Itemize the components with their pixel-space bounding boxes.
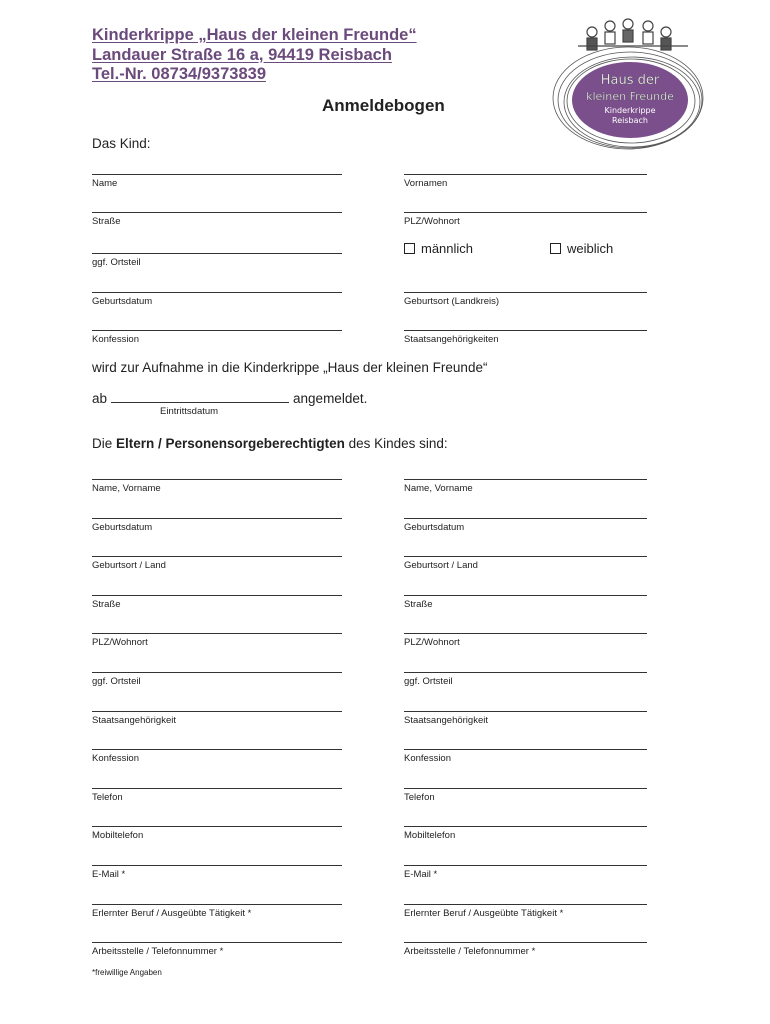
field-label: Geburtsort / Land <box>92 560 166 571</box>
logo-text-3: Kinderkrippe <box>604 106 656 115</box>
admission-sentence: wird zur Aufnahme in die Kinderkrippe „Haus der kleinen Freunde“ <box>92 360 488 375</box>
entry-date-input[interactable] <box>111 390 289 403</box>
male-checkbox[interactable] <box>404 241 473 256</box>
field-label: Geburtsdatum <box>92 296 153 307</box>
field-label: Straße <box>404 599 433 610</box>
kindergarten-phone: Tel.-Nr. 08734/9373839 <box>92 65 266 83</box>
parent1-field[interactable] <box>92 633 342 648</box>
child-vornamen-field[interactable] <box>404 174 647 189</box>
input-line[interactable] <box>404 865 647 866</box>
parent1-field[interactable] <box>92 595 342 610</box>
child-ortsteil-field[interactable] <box>92 253 342 268</box>
child-plz-field[interactable] <box>404 212 647 227</box>
field-label: PLZ/Wohnort <box>404 637 460 648</box>
input-line[interactable] <box>404 826 647 827</box>
input-line[interactable] <box>92 556 342 557</box>
kindergarten-address <box>92 26 417 85</box>
entry-date-label: Eintrittsdatum <box>160 406 219 417</box>
input-line[interactable] <box>404 749 647 750</box>
child-birthdate-field[interactable] <box>92 292 342 307</box>
parent2-field[interactable] <box>404 633 647 648</box>
input-line[interactable] <box>404 942 647 943</box>
field-label: ggf. Ortsteil <box>404 676 453 687</box>
input-line[interactable] <box>404 212 647 213</box>
field-label: Staatsangehörigkeit <box>92 715 176 726</box>
form-title: Anmeldebogen <box>322 96 445 115</box>
field-label: Telefon <box>92 792 123 803</box>
parent2-field[interactable] <box>404 942 647 957</box>
field-label: Mobiltelefon <box>404 830 456 841</box>
parent2-field[interactable] <box>404 749 647 764</box>
kindergarten-street: Landauer Straße 16 a, 94419 Reisbach <box>92 45 392 64</box>
angemeldet-label: angemeldet. <box>293 391 368 406</box>
field-label: Geburtsort (Landkreis) <box>404 296 500 307</box>
parent1-field[interactable] <box>92 556 342 571</box>
checkbox-square-icon[interactable] <box>550 243 561 254</box>
parent2-field[interactable] <box>404 826 647 841</box>
logo-text-2: kleinen Freunde <box>586 90 674 103</box>
input-line[interactable] <box>92 174 342 175</box>
parent1-field[interactable] <box>92 672 342 687</box>
female-checkbox[interactable] <box>550 241 613 256</box>
input-line[interactable] <box>404 788 647 789</box>
field-label: Arbeitsstelle / Telefonnummer * <box>92 946 224 957</box>
parent1-field[interactable] <box>92 749 342 764</box>
admission-date-line <box>92 390 367 406</box>
input-line[interactable] <box>404 904 647 905</box>
parent2-field[interactable] <box>404 479 647 494</box>
heading-bold: Eltern / Personensorgeberechtigten <box>116 436 345 451</box>
input-line[interactable] <box>404 633 647 634</box>
parent2-field[interactable] <box>404 556 647 571</box>
input-line[interactable] <box>92 253 342 254</box>
field-label: Arbeitsstelle / Telefonnummer * <box>404 946 536 957</box>
field-label: ggf. Ortsteil <box>92 257 141 268</box>
field-label: PLZ/Wohnort <box>92 637 148 648</box>
input-line[interactable] <box>92 595 342 596</box>
field-label: Vornamen <box>404 178 448 189</box>
field-label: Telefon <box>404 792 435 803</box>
parent1-field[interactable] <box>92 518 342 533</box>
input-line[interactable] <box>92 826 342 827</box>
field-label: Konfession <box>92 753 140 764</box>
input-line[interactable] <box>92 672 342 673</box>
field-label: Name, Vorname <box>404 483 473 494</box>
input-line[interactable] <box>92 788 342 789</box>
input-line[interactable] <box>404 595 647 596</box>
parent2-field[interactable] <box>404 595 647 610</box>
field-label: E-Mail * <box>404 869 438 880</box>
child-nationality-field[interactable] <box>404 330 647 345</box>
field-label: Konfession <box>92 334 140 345</box>
ab-label: ab <box>92 391 108 406</box>
input-line[interactable] <box>92 904 342 905</box>
parent1-field[interactable] <box>92 788 342 803</box>
parent2-field[interactable] <box>404 672 647 687</box>
heading-post: des Kindes sind: <box>344 436 448 451</box>
input-line[interactable] <box>92 749 342 750</box>
input-line[interactable] <box>404 711 647 712</box>
input-line[interactable] <box>404 292 647 293</box>
field-label: Staatsangehörigkeiten <box>404 334 499 345</box>
field-label: PLZ/Wohnort <box>404 216 460 227</box>
heading-pre: Die <box>92 436 117 451</box>
children-figures-icon <box>578 19 688 50</box>
parent2-field[interactable] <box>404 711 647 726</box>
child-name-field[interactable] <box>92 174 342 189</box>
input-line[interactable] <box>404 330 647 331</box>
parent1-field[interactable] <box>92 904 342 919</box>
parent1-field[interactable] <box>92 826 342 841</box>
field-label: ggf. Ortsteil <box>92 676 141 687</box>
field-label: Name <box>92 178 118 189</box>
input-line[interactable] <box>92 711 342 712</box>
input-line[interactable] <box>404 672 647 673</box>
footnote: *freiwillige Angaben <box>92 968 162 977</box>
checkbox-square-icon[interactable] <box>404 243 415 254</box>
female-label: weiblich <box>567 241 614 256</box>
input-line[interactable] <box>92 633 342 634</box>
input-line[interactable] <box>92 330 342 331</box>
child-birthplace-field[interactable] <box>404 292 647 307</box>
child-religion-field[interactable] <box>92 330 342 345</box>
logo-text-4: Reisbach <box>612 116 648 125</box>
kindergarten-logo <box>548 12 708 158</box>
input-line[interactable] <box>404 174 647 175</box>
field-label: Geburtsdatum <box>404 522 465 533</box>
input-line[interactable] <box>92 865 342 866</box>
child-section-heading: Das Kind: <box>92 136 151 151</box>
field-label: Erlernter Beruf / Ausgeübte Tätigkeit * <box>92 908 252 919</box>
field-label: Geburtsort / Land <box>404 560 478 571</box>
parent1-field[interactable] <box>92 479 342 494</box>
parent2-field[interactable] <box>404 788 647 803</box>
field-label: E-Mail * <box>92 869 126 880</box>
parent1-field[interactable] <box>92 942 342 957</box>
field-label: Straße <box>92 216 121 227</box>
parent2-field[interactable] <box>404 865 647 880</box>
field-label: Straße <box>92 599 121 610</box>
parent1-field[interactable] <box>92 711 342 726</box>
input-line[interactable] <box>404 479 647 480</box>
logo-text-1: Haus der <box>600 73 660 88</box>
field-label: Name, Vorname <box>92 483 161 494</box>
field-label: Konfession <box>404 753 452 764</box>
input-line[interactable] <box>92 212 342 213</box>
child-street-field[interactable] <box>92 212 342 227</box>
input-line[interactable] <box>92 518 342 519</box>
input-line[interactable] <box>92 292 342 293</box>
input-line[interactable] <box>404 556 647 557</box>
field-label: Geburtsdatum <box>92 522 153 533</box>
kindergarten-name: Kinderkrippe „Haus der kleinen Freunde“ <box>92 26 417 44</box>
parents-section-heading <box>92 436 448 451</box>
male-label: männlich <box>421 241 474 256</box>
input-line[interactable] <box>92 942 342 943</box>
field-label: Erlernter Beruf / Ausgeübte Tätigkeit * <box>404 908 564 919</box>
parent2-field[interactable] <box>404 518 647 533</box>
field-label: Mobiltelefon <box>92 830 144 841</box>
parent2-field[interactable] <box>404 904 647 919</box>
input-line[interactable] <box>92 479 342 480</box>
parent1-field[interactable] <box>92 865 342 880</box>
input-line[interactable] <box>404 518 647 519</box>
field-label: Staatsangehörigkeit <box>404 715 488 726</box>
